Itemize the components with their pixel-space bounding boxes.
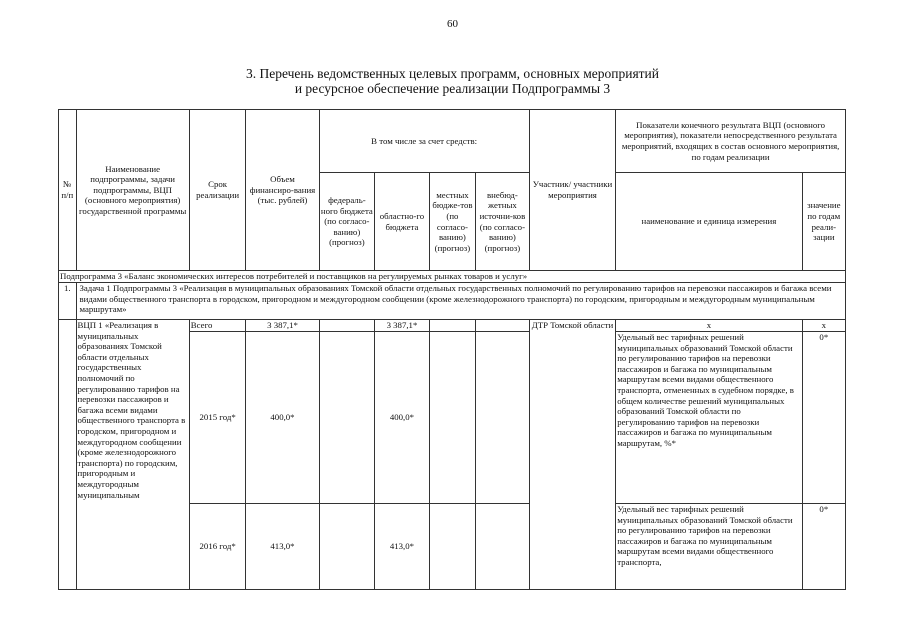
- task-row: [59, 283, 846, 320]
- row-local: [429, 320, 475, 332]
- subprogram-row: [59, 271, 846, 283]
- row-extra: [476, 504, 530, 590]
- page-number: 60: [447, 18, 458, 30]
- programs-table: [58, 109, 846, 590]
- row-extra: [476, 320, 530, 332]
- row-regional: 3 387,1*: [375, 320, 430, 332]
- row-volume: 3 387,1*: [246, 320, 319, 332]
- header-indicators: Показатели конечного результата ВЦП (основного мероприятия), показатели непосредственного результата мероприятий, входящих в состав основного мероприятия, по годам реализации: [616, 110, 846, 173]
- row-ind-name: Удельный вес тарифных решений муниципальных образований Томской области по регулированию тарифов на перевозки пассажиров и багажа по муниципальным маршрутам всеми видами общественного транспорта, отмененных в судебном порядке, в общем количестве решений муниципальных образований Томской области по регулированию тарифов на перевозки пассажиров и багажа по муниципальным маршрутам, %*: [616, 332, 802, 504]
- row-ind-name: Удельный вес тарифных решений муниципальных образований Томской области по регулированию тарифов на перевозки пассажиров и багажа по муниципальным маршрутам всеми видами общественного транспорта,: [616, 504, 802, 590]
- row-federal: [319, 320, 375, 332]
- row-regional: 400,0*: [375, 332, 430, 504]
- header-row-1: [59, 110, 846, 173]
- header-num: № п/п: [59, 110, 77, 271]
- row-local: [429, 504, 475, 590]
- row-volume: 400,0*: [246, 332, 319, 504]
- row-term: Всего: [189, 320, 246, 332]
- table-row-total: [59, 320, 846, 332]
- header-including: В том числе за счет средств:: [319, 110, 529, 173]
- row-federal: [319, 332, 375, 504]
- header-federal: федераль-ного бюджета (по согласо-ванию) (прогноз): [319, 173, 375, 271]
- vcp-participant: ДТР Томской области: [529, 320, 616, 590]
- page-title: [0, 66, 905, 96]
- header-name: Наименование подпрограммы, задачи подпрограммы, ВЦП (основного мероприятия) государственной программы: [76, 110, 189, 271]
- row-term: 2016 год*: [189, 504, 246, 590]
- header-regional: областно-го бюджета: [375, 173, 430, 271]
- row-ind-value: х: [802, 320, 845, 332]
- header-local: местных бюдже-тов (по согласо-ванию) (прогноз): [429, 173, 475, 271]
- header-participant: Участник/ участники мероприятия: [529, 110, 616, 271]
- row-ind-value: 0*: [802, 504, 845, 590]
- header-ind-name: наименование и единица измерения: [616, 173, 802, 271]
- task-num: 1.: [59, 283, 77, 320]
- row-federal: [319, 504, 375, 590]
- row-ind-name: х: [616, 320, 802, 332]
- vcp-name: ВЦП 1 «Реализация в муниципальных образованиях Томской области отдельных государственных полномочий по регулированию тарифов на перевозки пассажиров и багажа всеми видами общественного транспорта в городском, пригородном и междугородном сообщении (кроме железнодорожного транспорта) по городским, пригородным и междугородным муниципальным: [76, 320, 189, 590]
- header-extra: внебюд-жетных источни-ков (по согласо-ванию) (прогноз): [476, 173, 530, 271]
- task-text: Задача 1 Подпрограммы 3 «Реализация в муниципальных образованиях Томской области отдельных государственных полномочий по регулированию тарифов на перевозки пассажиров и багажа всеми видами общественного транспорта в городском, пригородном и междугородном сообщении (кроме железнодорожного транспорта) по городским, пригородным и междугородным муниципальным маршрутам»: [76, 283, 846, 320]
- header-volume: Объем финансиро-вания (тыс. рублей): [246, 110, 319, 271]
- row-ind-value: 0*: [802, 332, 845, 504]
- row-volume: 413,0*: [246, 504, 319, 590]
- title-line-2: и ресурсное обеспечение реализации Подпрограммы 3: [294, 81, 611, 96]
- row-extra: [476, 332, 530, 504]
- row-regional: 413,0*: [375, 504, 430, 590]
- header-ind-value: значение по годам реали-зации: [802, 173, 845, 271]
- header-term: Срок реализации: [189, 110, 246, 271]
- row-local: [429, 332, 475, 504]
- vcp-num: [59, 320, 77, 590]
- subprogram-title: Подпрограмма 3 «Баланс экономических интересов потребителей и поставщиков на регулируемых рынках товаров и услуг»: [59, 271, 846, 283]
- title-line-1: 3. Перечень ведомственных целевых программ, основных мероприятий: [245, 66, 659, 81]
- row-term: 2015 год*: [189, 332, 246, 504]
